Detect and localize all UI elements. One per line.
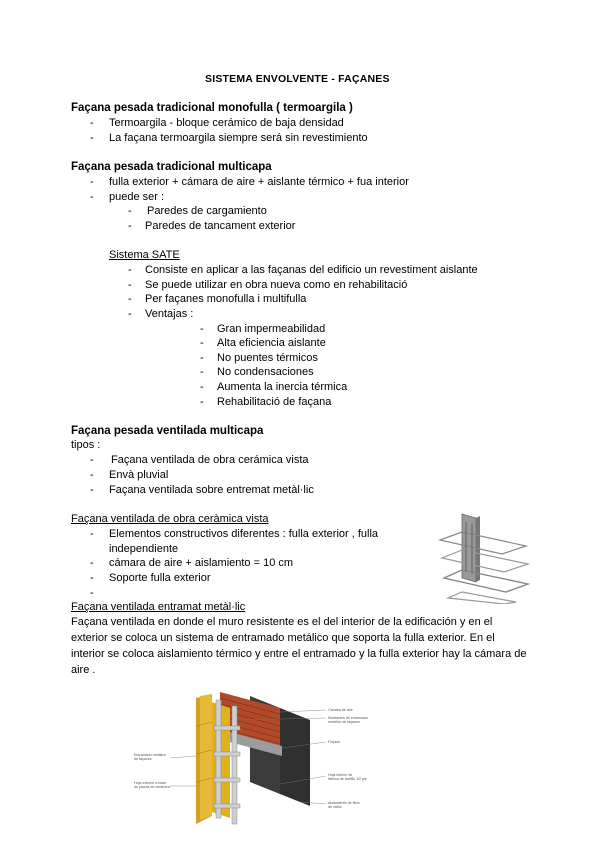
bullet-dash: - [200,337,204,349]
facade-diagram [130,686,370,834]
list-item: Alta eficiencia aislante [217,337,326,349]
tipos-label: tipos : [71,439,101,451]
label-hoja-interior-2: fábrica de ladrillo 1/2 pie [328,777,367,781]
label-hoja-exterior: Hoja exterior a base [134,781,167,785]
label-camara-aire: Cámara de aire [328,708,353,712]
list-item: Elementos constructivos diferentes : fulla exterior , fulla [109,528,379,540]
list-item: Aumenta la inercia térmica [217,381,348,393]
list-item: Termoargila - bloque cerámico de baja densidad [109,117,344,129]
list-item: puede ser : [109,191,165,203]
label-montantes-2: metálico de façanes [328,720,360,724]
page-title: SISTEMA ENVOLVENTE - FAÇANES [205,73,390,85]
list-item: Rehabilitació de façana [217,396,332,408]
label-entramado-2: de façanes [134,757,152,761]
label-aislamiento: Aislamiento de fibra [328,801,360,805]
list-item: Consiste en aplicar a las façanas del edificio un revestiment aislante [145,264,478,276]
bullet-dash: - [128,279,132,291]
section-heading: Façana pesada tradicional monofulla ( termoargila ) [71,102,353,114]
bullet-dash: - [200,352,204,364]
list-item: Per façanes monofulla i multifulla [145,293,307,305]
label-forjado: Forjado [328,740,341,744]
bullet-dash: - [200,366,204,378]
label-montantes: Montantes de entramado [328,716,368,720]
list-item: No puentes térmicos [217,352,318,364]
bullet-dash: - [90,528,94,540]
bullet-dash: - [200,323,204,335]
bullet-dash: - [128,220,132,232]
bracket-illustration [432,512,532,604]
bullet-dash: - [90,484,94,496]
bullet-dash: - [90,587,94,599]
section-paragraph: Façana ventilada en donde el muro resistente es el del interior de la edificación y en el exterior se coloca un sistema de entramado metálico que soporta la fulla exterior. En el interior se coloca aislamiento térmico y entre el entramado y la fulla exterior hay la cámara de aire . [71,616,527,676]
list-item: No condensaciones [217,366,314,378]
list-item: Gran impermeabilidad [217,323,326,335]
list-item: cámara de aire + aislamiento = 10 cm [109,557,294,569]
bullet-dash: - [90,469,94,481]
bullet-dash: - [128,264,132,276]
bullet-dash: - [90,117,94,129]
bullet-dash: - [90,454,94,466]
bullet-dash: - [200,381,204,393]
list-item-continuation: independiente [109,543,179,555]
list-item: Se puede utilizar en obra nueva como en rehabilitació [145,279,408,291]
bullet-dash: - [128,293,132,305]
label-hoja-interior: Hoja interior de [328,773,353,777]
bullet-dash: - [200,396,204,408]
section-heading: Façana ventilada entramat metàl·lic [71,601,246,613]
list-item: Paredes de cargamiento [147,205,267,217]
list-item: Paredes de tancament exterior [145,220,296,232]
list-item: Envà pluvial [109,469,169,481]
label-entramado: Entramado metálico [134,753,166,757]
list-item: Ventajas : [145,308,194,320]
subsection-title: Sistema SATE [109,249,180,261]
section-heading: Façana pesada tradicional multicapa [71,161,272,173]
list-item: fulla exterior + cámara de aire + aislante térmico + fua interior [109,176,409,188]
section-heading: Façana ventilada de obra ceràmica vista [71,513,269,525]
bullet-dash: - [90,557,94,569]
bullet-dash: - [90,191,94,203]
label-hoja-exterior-2: de placas de cerámica [134,785,170,789]
bullet-dash: - [90,572,94,584]
list-item: Façana ventilada de obra cerámica vista [111,454,309,466]
bullet-dash: - [90,132,94,144]
list-item: Soporte fulla exterior [109,572,211,584]
section-heading: Façana pesada ventilada multicapa [71,425,264,437]
list-item: Façana ventilada sobre entremat metàl·lic [109,484,314,496]
bullet-dash: - [128,205,132,217]
bullet-dash: - [90,176,94,188]
label-aislamiento-2: de vidrio [328,805,342,809]
bullet-dash: - [128,308,132,320]
list-item: La façana termoargila siempre será sin revestimiento [109,132,368,144]
